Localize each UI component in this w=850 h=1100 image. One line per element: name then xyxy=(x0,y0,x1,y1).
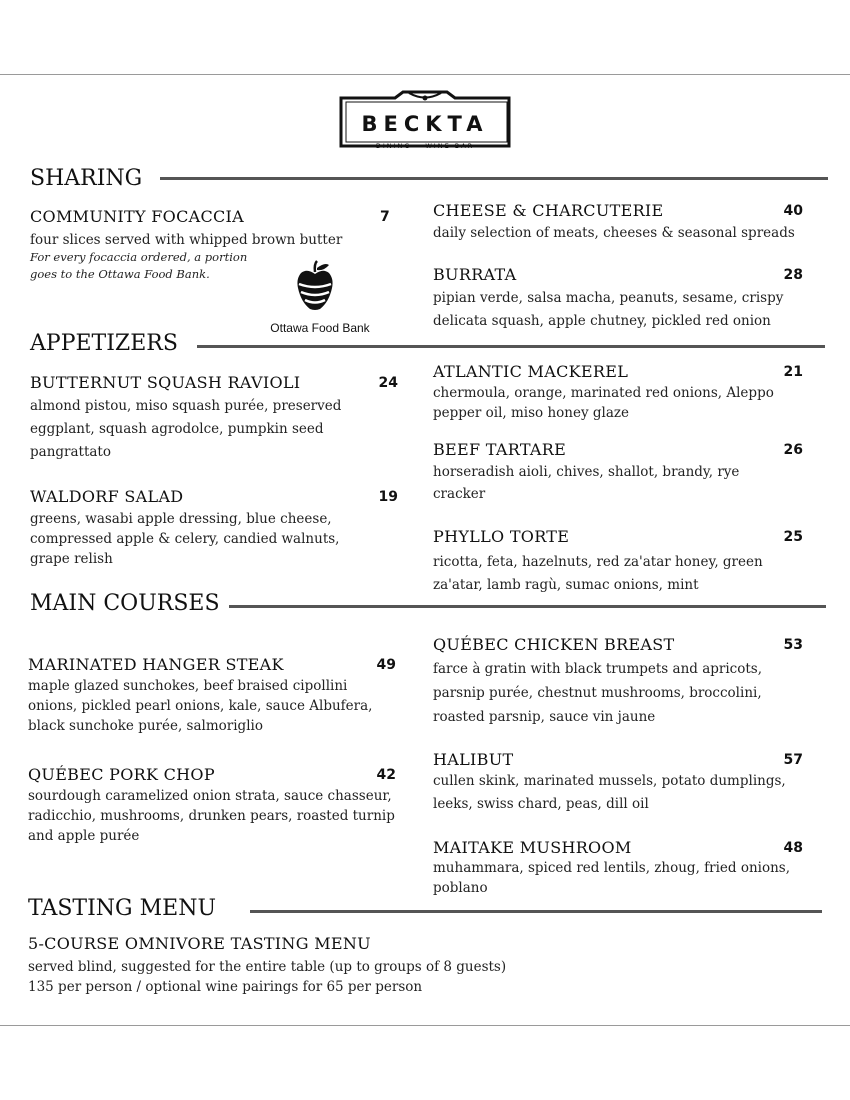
item-name: COMMUNITY FOCACCIA xyxy=(30,207,245,226)
item-price: 24 xyxy=(378,375,398,391)
item-description: cullen skink, marinated mussels, potato dumplings, leeks, swiss chard, peas, dill oil xyxy=(433,773,786,812)
item-name: BEEF TARTARE xyxy=(433,440,567,459)
top-border xyxy=(0,74,850,75)
item-name: MARINATED HANGER STEAK xyxy=(28,655,284,674)
tasting-menu-name: 5-COURSE OMNIVORE TASTING MENU xyxy=(28,934,371,953)
item-price: 28 xyxy=(783,267,803,283)
section-title-tasting-menu: TASTING MENU xyxy=(28,896,216,921)
food-bank-label: Ottawa Food Bank xyxy=(270,321,370,335)
item-name: WALDORF SALAD xyxy=(30,487,184,506)
item-price: 25 xyxy=(783,529,803,545)
item-name: CHEESE & CHARCUTERIE xyxy=(433,201,664,220)
section-rule xyxy=(229,605,826,608)
item-name: BURRATA xyxy=(433,265,517,284)
item-description: almond pistou, miso squash purée, preserved eggplant, squash agrodolce, pumpkin seed pangrattato xyxy=(30,398,342,460)
section-title-main-courses: MAIN COURSES xyxy=(30,591,220,616)
item-price: 57 xyxy=(783,752,803,768)
tasting-menu-description: served blind, suggested for the entire table (up to groups of 8 guests) xyxy=(28,959,507,975)
item-price: 21 xyxy=(783,364,803,380)
item-price: 49 xyxy=(376,657,396,673)
item-name: HALIBUT xyxy=(433,750,514,769)
item-description: ricotta, feta, hazelnuts, red za'atar honey, green za'atar, lamb ragù, sumac onions, mint xyxy=(433,554,763,593)
section-rule xyxy=(250,910,822,913)
item-name: ATLANTIC MACKEREL xyxy=(433,362,629,381)
item-name: BUTTERNUT SQUASH RAVIOLI xyxy=(30,373,301,392)
section-rule xyxy=(160,177,828,180)
brand-tagline: DINING • WINE BAR xyxy=(375,142,475,150)
food-bank-note: For every focaccia ordered, a portion goes to the Ottawa Food Bank. xyxy=(30,250,248,281)
item-description: farce à gratin with black trumpets and apricots, parsnip purée, chestnut mushrooms, broccolini, roasted parsnip, sauce vin jaune xyxy=(433,661,762,725)
item-price: 53 xyxy=(783,637,803,653)
item-price: 19 xyxy=(378,489,398,505)
item-description: horseradish aioli, chives, shallot, brandy, rye cracker xyxy=(433,464,740,502)
item-description: sourdough caramelized onion strata, sauce chasseur, radicchio, mushrooms, drunken pears, roasted turnip and apple purée xyxy=(28,788,395,844)
item-description: maple glazed sunchokes, beef braised cipollini onions, pickled pearl onions, kale, sauce Albufera, black sunchoke purée, salmoriglio xyxy=(28,678,373,734)
beckta-logo xyxy=(333,90,517,154)
tasting-menu-pricing: 135 per person / optional wine pairings for 65 per person xyxy=(28,979,423,995)
item-description: muhammara, spiced red lentils, zhoug, fried onions, poblano xyxy=(433,860,791,896)
item-description: four slices served with whipped brown butter xyxy=(30,232,343,248)
section-rule xyxy=(197,345,825,348)
item-name: PHYLLO TORTE xyxy=(433,527,570,546)
item-price: 40 xyxy=(783,203,803,219)
item-description: daily selection of meats, cheeses & seasonal spreads xyxy=(433,225,795,241)
section-title-sharing: SHARING xyxy=(30,166,143,191)
item-price: 26 xyxy=(783,442,803,458)
section-title-appetizers: APPETIZERS xyxy=(30,331,178,356)
item-price: 7 xyxy=(380,209,390,225)
item-description: greens, wasabi apple dressing, blue cheese, compressed apple & celery, candied walnuts, grape relish xyxy=(30,511,340,567)
item-name: MAITAKE MUSHROOM xyxy=(433,838,632,857)
brand-name: BECKTA xyxy=(361,112,489,136)
apple-icon xyxy=(296,260,334,312)
item-description: chermoula, orange, marinated red onions, Aleppo pepper oil, miso honey glaze xyxy=(433,385,774,421)
item-price: 48 xyxy=(783,840,803,856)
item-name: QUÉBEC PORK CHOP xyxy=(28,765,215,784)
item-name: QUÉBEC CHICKEN BREAST xyxy=(433,635,675,654)
item-price: 42 xyxy=(376,767,396,783)
bottom-border xyxy=(0,1025,850,1026)
item-description: pipian verde, salsa macha, peanuts, sesame, crispy delicata squash, apple chutney, pickled red onion xyxy=(433,290,784,329)
